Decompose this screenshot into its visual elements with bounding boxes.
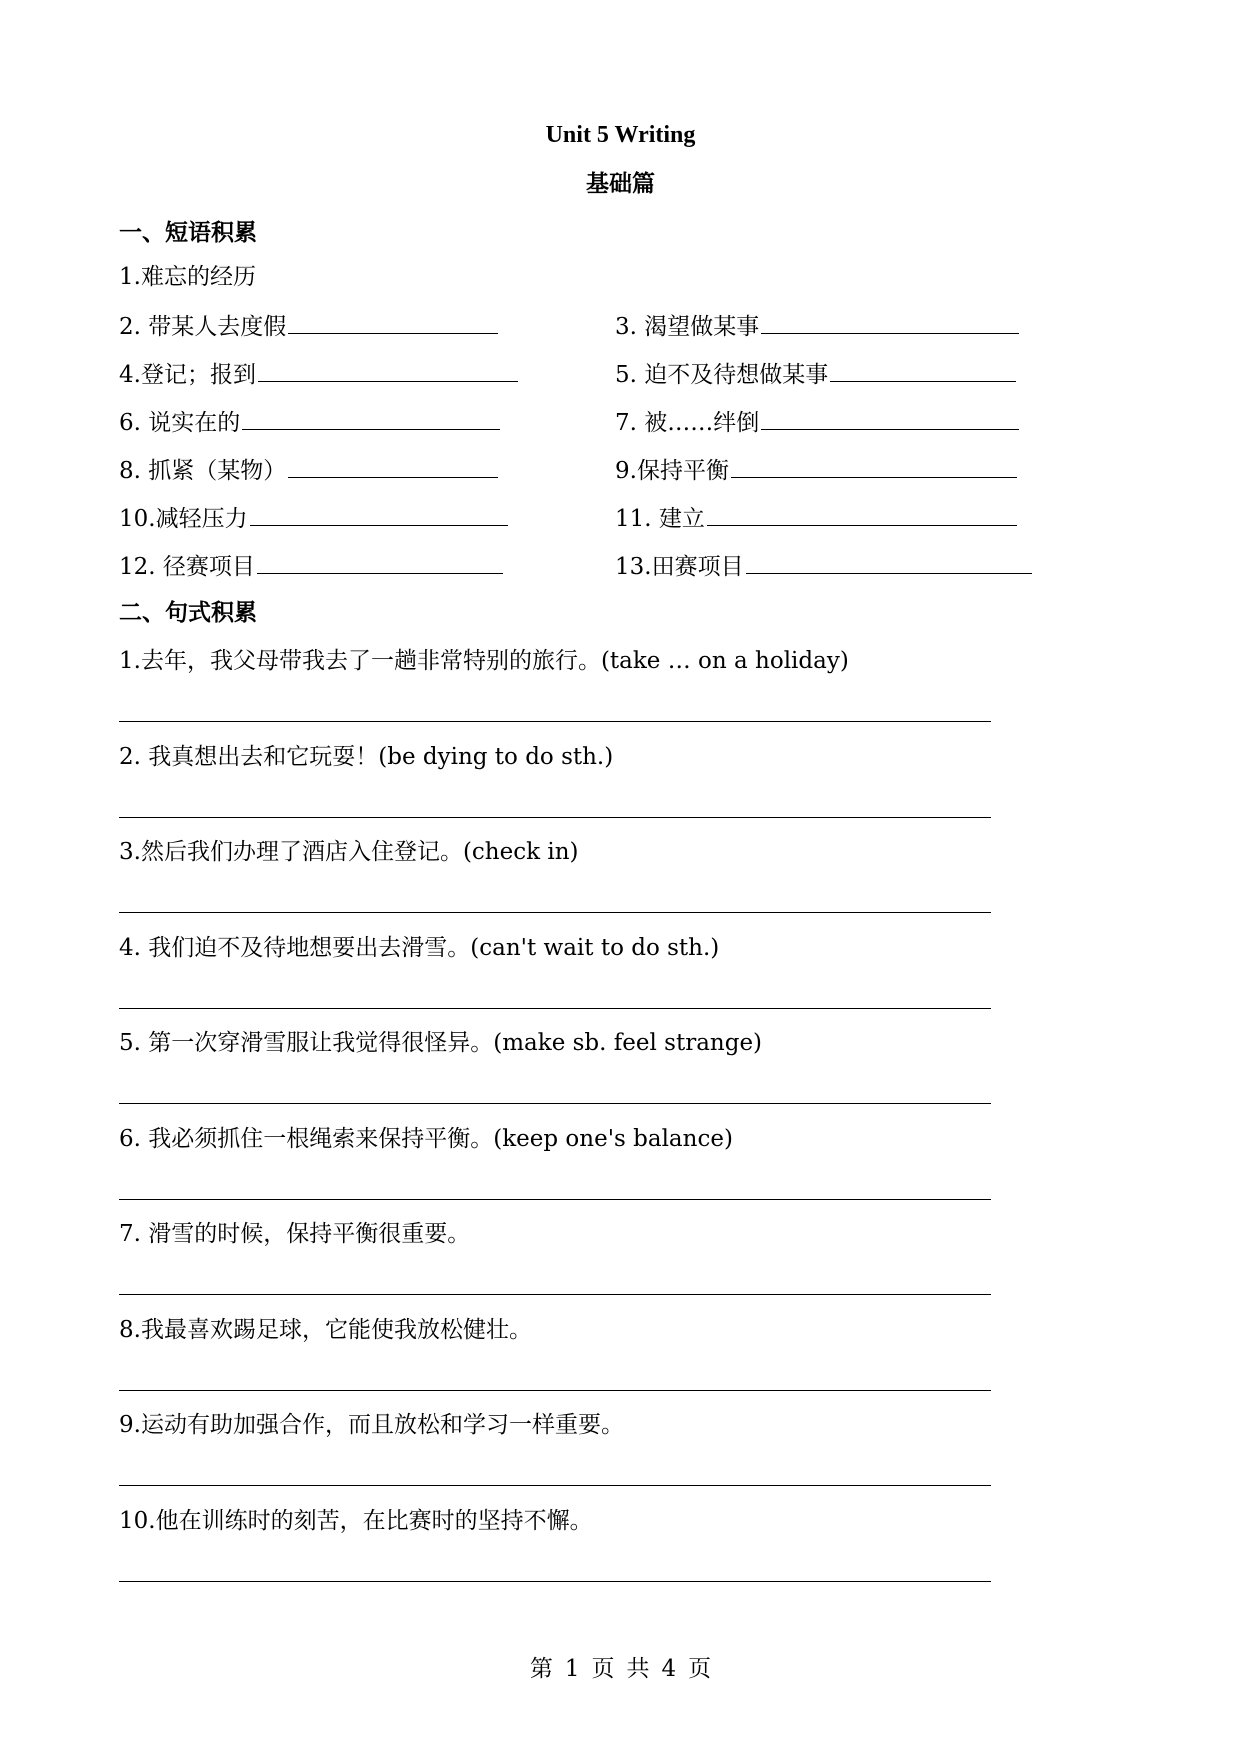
phrase-item (119, 551, 503, 581)
sentence-prompt: 2. 我真想出去和它玩耍！(be dying to do sth.) (119, 744, 614, 770)
sentence-prompt: 10.他在训练时的刻苦，在比赛时的坚持不懈。 (119, 1508, 593, 1534)
section-heading-phrases: 一、短语积累 (119, 219, 257, 246)
answer-line[interactable] (119, 1485, 991, 1486)
sentence-prompt: 6. 我必须抓住一根绳索来保持平衡。(keep one's balance) (119, 1126, 733, 1152)
footer-total-label: 页 (688, 1656, 712, 1682)
answer-blank[interactable] (288, 455, 498, 478)
answer-blank[interactable] (707, 503, 1017, 526)
phrase-label: 9.保持平衡 (615, 458, 729, 484)
sentence-prompt: 1.去年，我父母带我去了一趟非常特别的旅行。(take … on a holiday) (119, 648, 849, 674)
answer-blank[interactable] (250, 503, 508, 526)
phrase-item (119, 503, 508, 533)
phrase-item (615, 407, 1019, 437)
footer-page-label: 第 (529, 1656, 553, 1682)
phrase-label: 3. 渴望做某事 (615, 314, 760, 340)
answer-line[interactable] (119, 1390, 991, 1391)
answer-blank[interactable] (257, 551, 503, 574)
answer-line[interactable] (119, 817, 991, 818)
phrase-item (615, 551, 1032, 581)
answer-line[interactable] (119, 1008, 991, 1009)
phrase-label: 11. 建立 (615, 506, 705, 532)
page-title: Unit 5 Writing (545, 122, 696, 148)
sentence-prompt: 9.运动有助加强合作，而且放松和学习一样重要。 (119, 1412, 624, 1438)
phrase-label: 13.田赛项目 (615, 554, 744, 580)
sentence-prompt: 3.然后我们办理了酒店入住登记。(check in) (119, 839, 579, 865)
answer-line[interactable] (119, 1294, 991, 1295)
sentence-prompt: 4. 我们迫不及待地想要出去滑雪。(can't wait to do sth.) (119, 935, 720, 961)
answer-line[interactable] (119, 912, 991, 913)
phrase-label: 5. 迫不及待想做某事 (615, 362, 829, 388)
footer-total-label: 共 (626, 1656, 650, 1682)
phrase-item (119, 311, 498, 341)
answer-blank[interactable] (258, 359, 518, 382)
sentence-prompt: 7. 滑雪的时候，保持平衡很重要。 (119, 1221, 471, 1247)
phrase-item (615, 359, 1016, 389)
answer-line[interactable] (119, 1103, 991, 1104)
phrase-label: 4.登记；报到 (119, 362, 256, 388)
phrase-item (615, 455, 1017, 485)
phrase-item (615, 503, 1017, 533)
page-subtitle: 基础篇 (586, 170, 655, 197)
phrase-label: 6. 说实在的 (119, 410, 241, 436)
phrase-label: 8. 抓紧（某物） (119, 458, 287, 484)
answer-blank[interactable] (242, 407, 500, 430)
footer-total-pages: 4 (661, 1656, 677, 1682)
phrase-label: 1.难忘的经历 (119, 264, 256, 290)
sentence-prompt: 8.我最喜欢踢足球，它能使我放松健壮。 (119, 1317, 532, 1343)
answer-blank[interactable] (746, 551, 1032, 574)
footer-page-label: 页 (591, 1656, 615, 1682)
answer-blank[interactable] (830, 359, 1016, 382)
answer-blank[interactable] (288, 311, 498, 334)
phrase-item (119, 359, 518, 389)
answer-line[interactable] (119, 1199, 991, 1200)
phrase-item (615, 311, 1019, 341)
answer-line[interactable] (119, 1581, 991, 1582)
section-heading-sentences: 二、句式积累 (119, 599, 257, 626)
answer-blank[interactable] (761, 407, 1019, 430)
phrase-item (119, 407, 500, 437)
answer-line[interactable] (119, 721, 991, 722)
page-footer (0, 1655, 1241, 1683)
phrase-item (119, 455, 498, 485)
answer-blank[interactable] (731, 455, 1017, 478)
phrase-label: 7. 被……绊倒 (615, 410, 760, 436)
phrase-item (119, 263, 256, 291)
phrase-label: 12. 径赛项目 (119, 554, 255, 580)
phrase-label: 2. 带某人去度假 (119, 314, 287, 340)
phrase-label: 10.减轻压力 (119, 506, 248, 532)
sentence-prompt: 5. 第一次穿滑雪服让我觉得很怪异。(make sb. feel strange) (119, 1030, 763, 1056)
answer-blank[interactable] (761, 311, 1019, 334)
footer-page-number: 1 (564, 1656, 580, 1682)
